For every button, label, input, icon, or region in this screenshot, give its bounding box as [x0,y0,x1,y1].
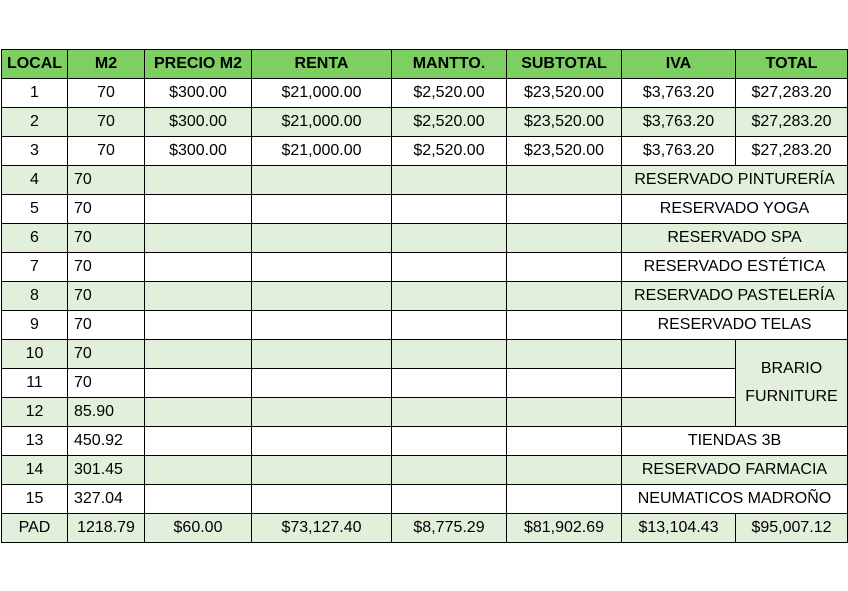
cell-local: PAD [2,514,68,543]
cell-empty [507,485,622,514]
cell-iva: $13,104.43 [622,514,736,543]
cell-local: 6 [2,224,68,253]
cell-m2: 70 [68,166,145,195]
cell-empty [622,369,736,398]
table-row [2,253,848,282]
cell-empty [252,166,392,195]
cell-empty [507,456,622,485]
cell-local: 7 [2,253,68,282]
cell-mantto: $2,520.00 [392,137,507,166]
cell-empty [392,311,507,340]
cell-mantto: $2,520.00 [392,79,507,108]
table-row [2,224,848,253]
reserved-note: RESERVADO TELAS [622,311,848,340]
cell-empty [622,398,736,427]
brario-line-1: BRARIO [760,360,823,377]
table-row [2,340,848,369]
pad-total-row [2,514,848,543]
cell-precio: $300.00 [145,137,252,166]
cell-empty [145,311,252,340]
cell-renta: $21,000.00 [252,79,392,108]
cell-m2: 70 [68,108,145,137]
cell-m2: 450.92 [68,427,145,456]
cell-iva: $3,763.20 [622,137,736,166]
cell-empty [252,195,392,224]
cell-empty [507,224,622,253]
table-row [2,166,848,195]
cell-empty [392,456,507,485]
cell-empty [252,369,392,398]
table-row [2,79,848,108]
cell-empty [392,282,507,311]
cell-empty [507,282,622,311]
header-renta: RENTA [252,50,392,79]
cell-empty [392,369,507,398]
cell-local: 12 [2,398,68,427]
cell-empty [392,340,507,369]
cell-m2: 70 [68,137,145,166]
cell-empty [145,340,252,369]
table-row [2,456,848,485]
cell-m2: 327.04 [68,485,145,514]
cell-empty [392,398,507,427]
cell-empty [252,340,392,369]
cell-empty [145,427,252,456]
cell-empty [145,398,252,427]
cell-empty [252,311,392,340]
cell-empty [252,427,392,456]
cell-m2: 301.45 [68,456,145,485]
cell-empty [507,311,622,340]
rent-table-sheet [1,49,848,543]
table-row [2,427,848,456]
cell-local: 10 [2,340,68,369]
header-row [2,50,848,79]
cell-subtotal: $23,520.00 [507,108,622,137]
cell-precio: $60.00 [145,514,252,543]
table-row [2,398,848,427]
table-row [2,108,848,137]
reserved-note: NEUMATICOS MADROÑO [622,485,848,514]
cell-empty [392,427,507,456]
cell-m2: 70 [68,253,145,282]
cell-empty [252,485,392,514]
cell-empty [622,340,736,369]
cell-empty [507,369,622,398]
cell-empty [507,166,622,195]
cell-iva: $3,763.20 [622,79,736,108]
header-total: TOTAL [736,50,848,79]
cell-empty [145,166,252,195]
cell-m2: 1218.79 [68,514,145,543]
cell-empty [507,427,622,456]
header-mantto: MANTTO. [392,50,507,79]
cell-local: 2 [2,108,68,137]
table-row [2,282,848,311]
reserved-note: RESERVADO YOGA [622,195,848,224]
cell-iva: $3,763.20 [622,108,736,137]
cell-empty [392,485,507,514]
rent-table [1,49,848,543]
cell-empty [507,398,622,427]
cell-precio: $300.00 [145,108,252,137]
cell-empty [145,282,252,311]
header-m2: M2 [68,50,145,79]
brario-line-2: FURNITURE [745,388,838,405]
cell-renta: $21,000.00 [252,108,392,137]
cell-local: 15 [2,485,68,514]
cell-m2: 70 [68,311,145,340]
cell-local: 4 [2,166,68,195]
cell-subtotal: $81,902.69 [507,514,622,543]
cell-m2: 70 [68,282,145,311]
cell-empty [252,282,392,311]
table-row [2,311,848,340]
cell-empty [507,253,622,282]
cell-m2: 70 [68,79,145,108]
cell-empty [507,195,622,224]
cell-empty [145,195,252,224]
header-local: LOCAL [2,50,68,79]
reserved-note: RESERVADO PINTURERÍA [622,166,848,195]
cell-empty [252,398,392,427]
reserved-note: RESERVADO FARMACIA [622,456,848,485]
cell-empty [392,253,507,282]
cell-total: $27,283.20 [736,108,848,137]
cell-m2: 70 [68,369,145,398]
cell-total: $27,283.20 [736,137,848,166]
cell-local: 1 [2,79,68,108]
cell-subtotal: $23,520.00 [507,137,622,166]
cell-total: $95,007.12 [736,514,848,543]
cell-empty [145,369,252,398]
cell-renta: $21,000.00 [252,137,392,166]
cell-local: 8 [2,282,68,311]
cell-empty [392,195,507,224]
cell-m2: 70 [68,195,145,224]
cell-empty [252,456,392,485]
cell-empty [252,253,392,282]
cell-local: 13 [2,427,68,456]
cell-local: 5 [2,195,68,224]
reserved-note: TIENDAS 3B [622,427,848,456]
cell-empty [392,224,507,253]
header-subtotal: SUBTOTAL [507,50,622,79]
cell-empty [252,224,392,253]
table-row [2,485,848,514]
cell-local: 3 [2,137,68,166]
cell-local: 9 [2,311,68,340]
cell-mantto: $2,520.00 [392,108,507,137]
cell-subtotal: $23,520.00 [507,79,622,108]
cell-m2: 70 [68,340,145,369]
cell-precio: $300.00 [145,79,252,108]
cell-local: 11 [2,369,68,398]
table-row [2,195,848,224]
cell-empty [145,485,252,514]
cell-empty [145,456,252,485]
cell-m2: 70 [68,224,145,253]
table-row [2,137,848,166]
brario-furniture-note [736,340,848,427]
cell-local: 14 [2,456,68,485]
cell-total: $27,283.20 [736,79,848,108]
reserved-note: RESERVADO ESTÉTICA [622,253,848,282]
cell-renta: $73,127.40 [252,514,392,543]
cell-empty [392,166,507,195]
cell-mantto: $8,775.29 [392,514,507,543]
header-precio-m2: PRECIO M2 [145,50,252,79]
table-row [2,369,848,398]
cell-m2: 85.90 [68,398,145,427]
reserved-note: RESERVADO PASTELERÍA [622,282,848,311]
cell-empty [145,253,252,282]
header-iva: IVA [622,50,736,79]
cell-empty [145,224,252,253]
reserved-note: RESERVADO SPA [622,224,848,253]
cell-empty [507,340,622,369]
